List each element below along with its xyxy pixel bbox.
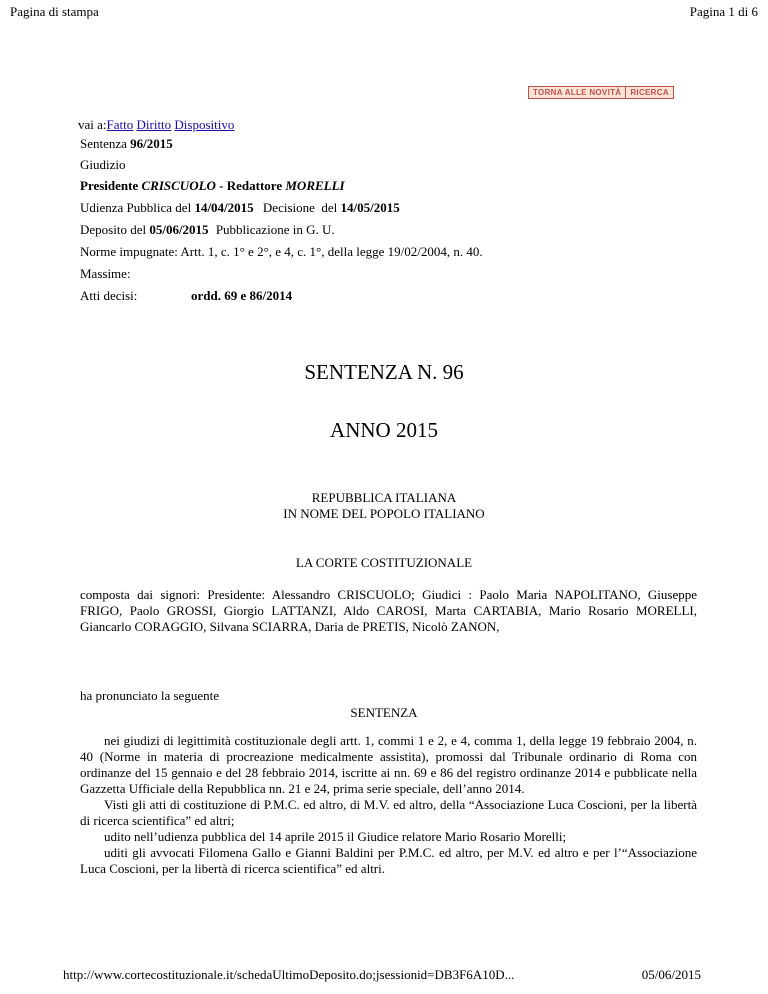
body-text [80,733,697,877]
udienza-line [80,200,400,216]
ricerca-button[interactable]: RICERCA [625,87,673,98]
decisione-label: Decisione del [262,200,338,215]
link-dispositivo[interactable]: Dispositivo [174,117,235,132]
body-paragraph: nei giudizi di legittimità costituzionale degli artt. 1, commi 1 e 2, e 4, comma 1, della legge 19 febbraio 2004, n. 40 (Norme in materia di procreazione medicalmente assistita), promossi dal Tribunale ordinario di Roma con ordinanze del 15 gennaio e del 28 febbraio 2014, iscritte ai nn. 69 e 86 del registro ordinanze 2014 e pubblicate nella Gazzetta Ufficiale della Repubblica nn. 21 e 24, prima serie speciale, dell’anno 2014. [80,733,697,796]
link-fatto[interactable]: Fatto [106,117,134,132]
sentenza-number: 96/2015 [130,136,173,151]
udienza-label: Udienza Pubblica del [80,200,192,215]
udienza-date: 14/04/2015 [194,200,254,215]
nav-button-bar [528,86,674,99]
sentenza-heading: SENTENZA [350,705,418,720]
presidente-line [80,178,345,194]
torna-alle-novita-button[interactable]: TORNA ALLE NOVITÀ [533,88,622,97]
goto-prefix: vai a: [78,117,107,132]
decisione-date: 14/05/2015 [340,200,400,215]
link-diritto[interactable]: Diritto [136,117,172,132]
separator: - [215,178,227,193]
body-paragraph: uditi gli avvocati Filomena Gallo e Gianni Baldini per P.M.C. ed altro, per M.V. ed altro e per l’“Associazione Luca Coscioni, per la libertà di ricerca scientifica” ed altri. [80,845,697,876]
atti-value: ordd. 69 e 86/2014 [191,288,293,303]
sentenza-line [80,136,173,152]
composition-paragraph [80,587,697,635]
goto-links [78,117,234,133]
repubblica-line: REPUBBLICA ITALIANA [311,490,457,505]
redattore-label: Redattore [226,178,283,193]
atti-label: Atti decisi: [80,288,138,303]
pronounced-line: ha pronunciato la seguente [80,688,219,703]
norme-value: Artt. 1, c. 1° e 2°, e 4, c. 1°, della legge 19/02/2004, n. 40. [180,244,483,259]
sentenza-title: SENTENZA N. 96 [304,360,464,384]
print-header-page: Pagina 1 di 6 [689,4,758,19]
presidente-name: CRISCUOLO [141,178,216,193]
atti-line [80,288,137,304]
presidente-label: Presidente [80,178,139,193]
composition-text: composta dai signori: Presidente: Alessandro CRISCUOLO; Giudici : Paolo Maria NAPOLITANO, Giuseppe FRIGO, Paolo GROSSI, Giorgio LATTANZI, Aldo CAROSI, Marta CARTABIA, Mario Rosario MORELLI, Giancarlo CORAGGIO, Silvana SCIARRA, Daria de PRETIS, Nicolò ZANON, [80,587,697,634]
print-footer-url: http://www.cortecostituzionale.it/schedaUltimoDeposito.do;jsessionid=DB3F6A10D... [63,967,515,982]
massime-line: Massime: [80,266,131,281]
sentenza-label: Sentenza [80,136,127,151]
deposito-label: Deposito del [80,222,147,237]
norme-label: Norme impugnate: [80,244,178,259]
giudizio-line: Giudizio [80,157,126,172]
norme-line [80,244,483,260]
print-footer-date: 05/06/2015 [641,967,701,982]
corte-heading: LA CORTE COSTITUZIONALE [295,555,473,570]
print-header-title: Pagina di stampa [10,4,99,19]
deposito-line [80,222,335,238]
redattore-name: MORELLI [285,178,345,193]
anno-title: ANNO 2015 [330,418,438,442]
popolo-line: IN NOME DEL POPOLO ITALIANO [283,506,485,521]
body-paragraph: Visti gli atti di costituzione di P.M.C. ed altro, di M.V. ed altro, della “Associazione Luca Coscioni, per la libertà di ricerca scientifica” ed altri; [80,797,697,828]
body-paragraph: udito nell’udienza pubblica del 14 aprile 2015 il Giudice relatore Mario Rosario Morelli; [104,829,567,844]
pubblicazione-label: Pubblicazione in G. U. [215,222,335,237]
deposito-date: 05/06/2015 [149,222,209,237]
